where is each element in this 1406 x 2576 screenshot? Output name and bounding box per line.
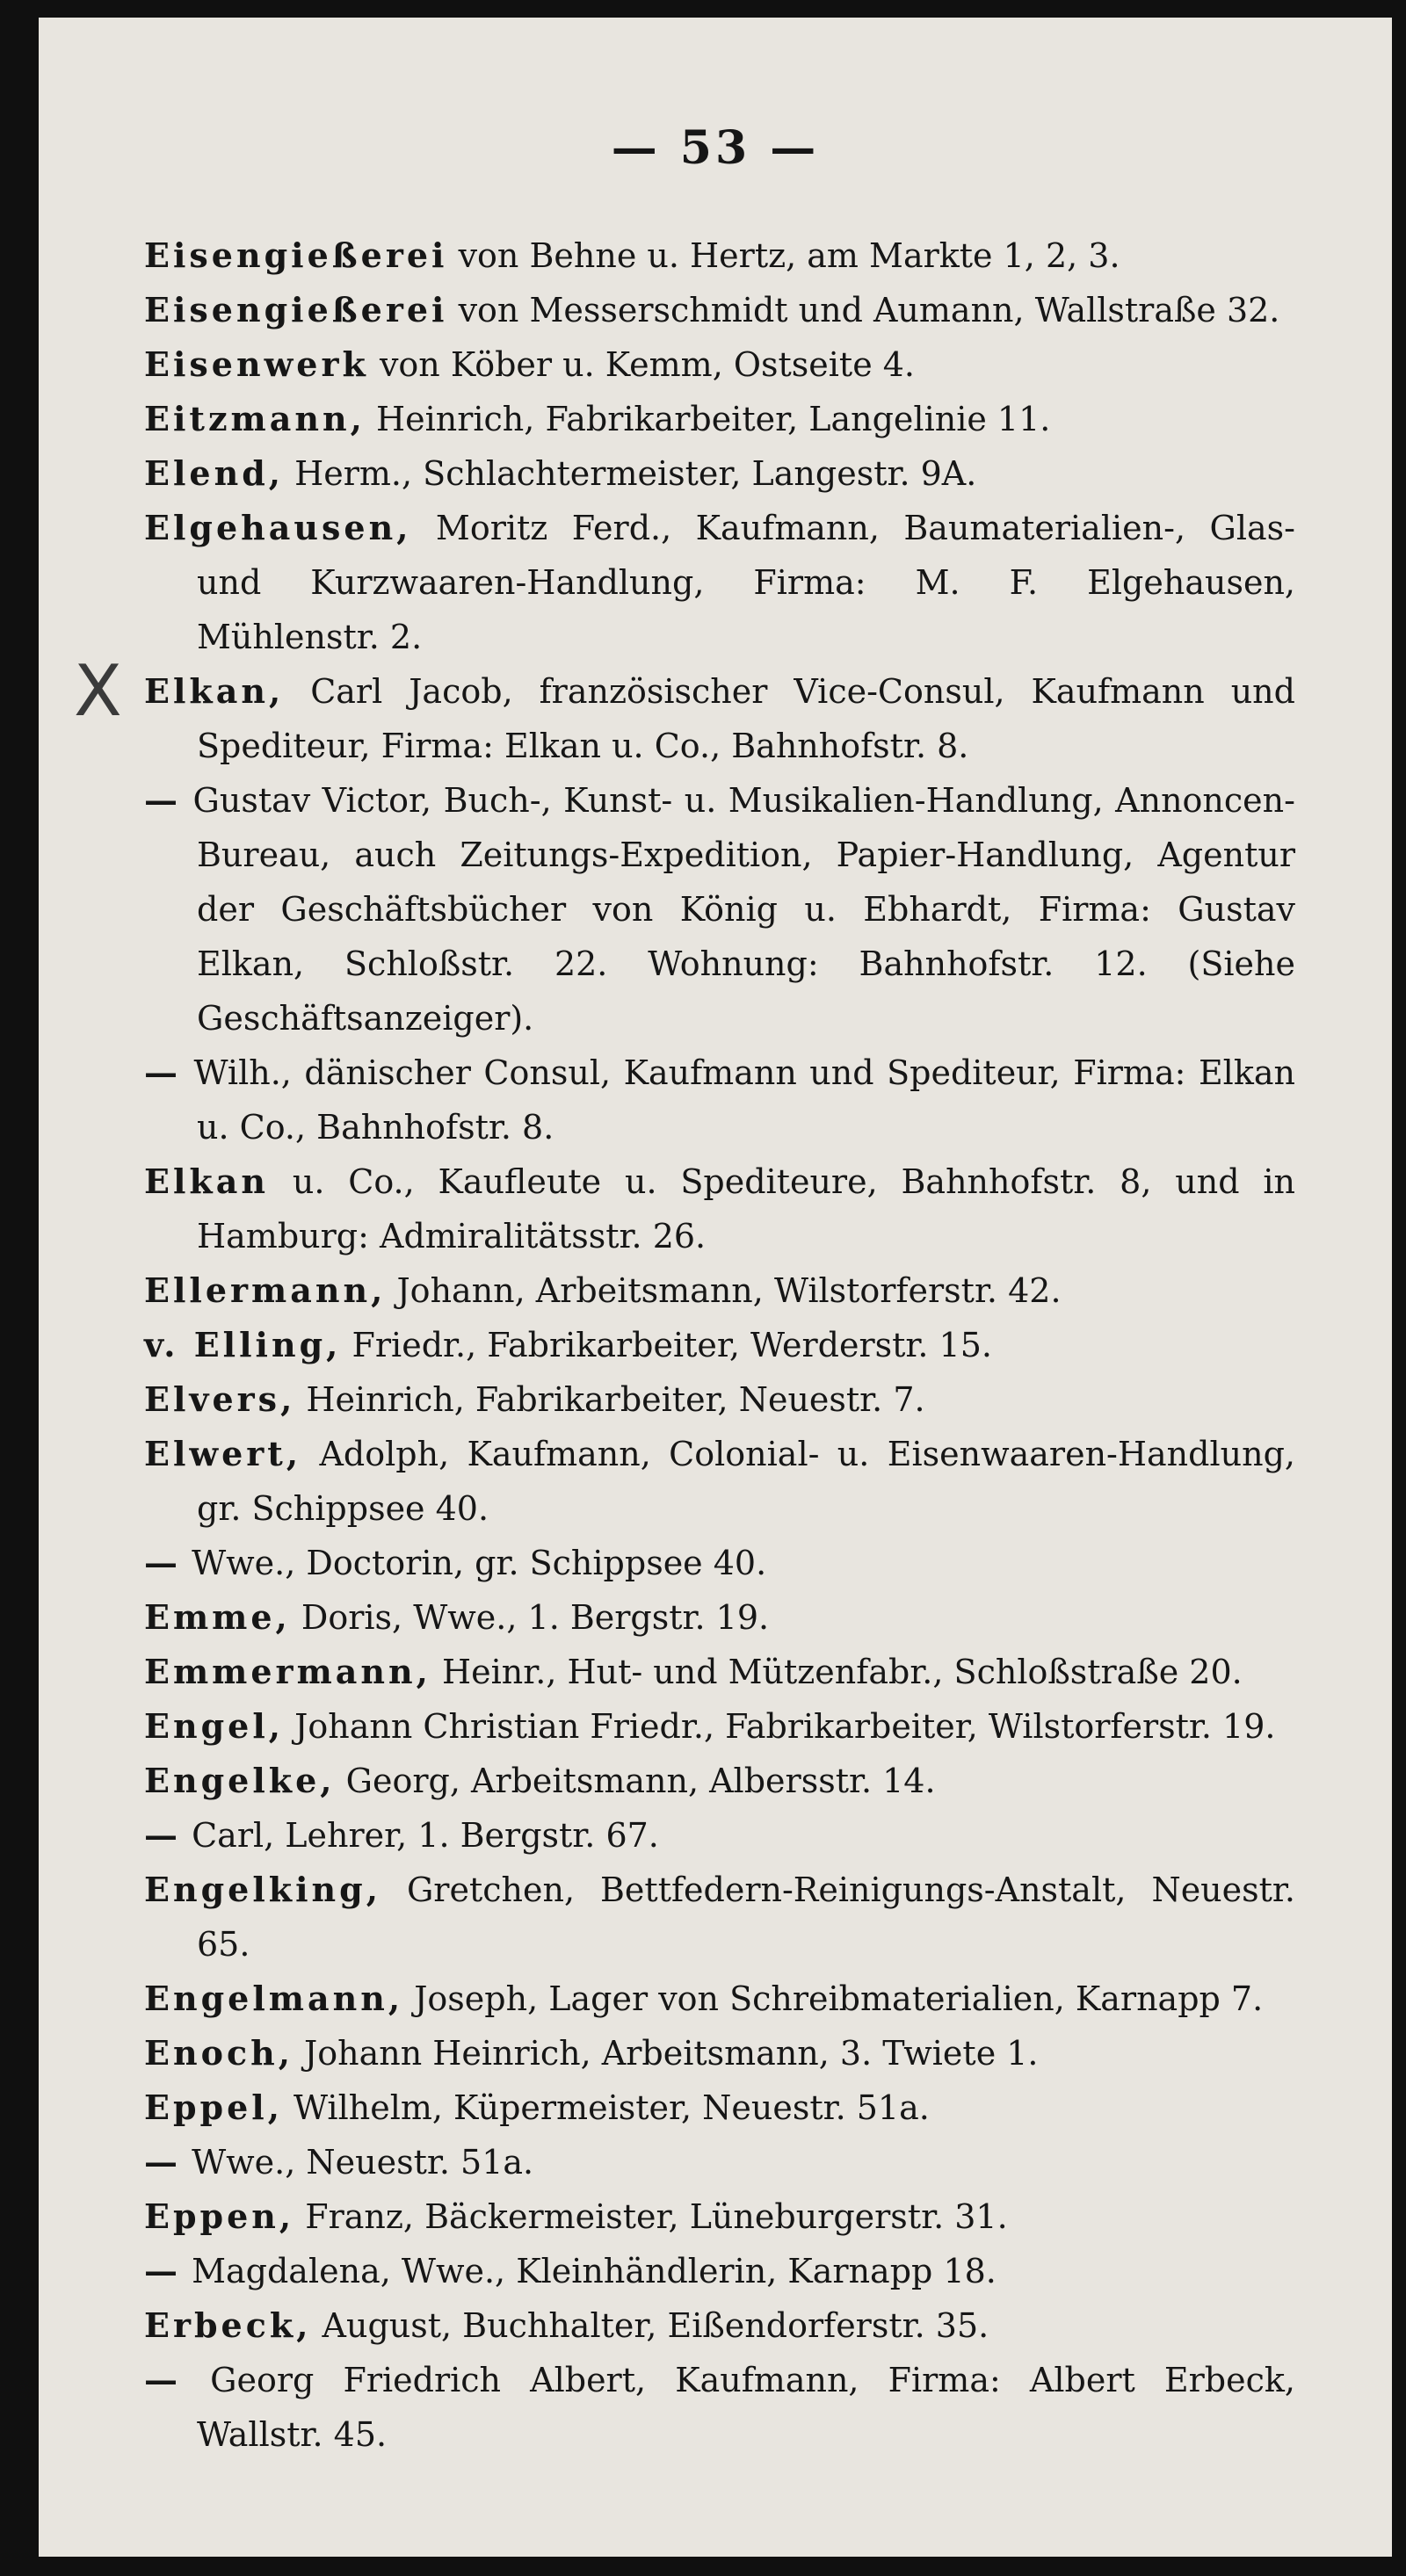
entry-name: Eppel,	[144, 2088, 283, 2127]
directory-entry	[144, 2080, 1295, 2135]
entry-text: Johann Christian Friedr., Fabrikarbeiter, Wilstorferstr. 19.	[294, 1707, 1276, 1746]
entry-name: Elend,	[144, 453, 285, 493]
directory-entry	[144, 1372, 1295, 1427]
entry-text: Heinr., Hut- und Mützenfabr., Schloßstraße 20.	[442, 1653, 1243, 1691]
directory-entry	[144, 1154, 1295, 1263]
entry-name: Eisenwerk	[144, 344, 369, 384]
entry-name: Engelking,	[144, 1870, 381, 1909]
directory-entry	[144, 2026, 1295, 2080]
entry-text: von Messerschmidt und Aumann, Wallstraße 32.	[458, 291, 1280, 329]
directory-entry	[144, 2135, 1295, 2189]
directory-entry	[144, 1318, 1295, 1372]
directory-entry	[144, 446, 1295, 501]
directory-entry	[144, 2244, 1295, 2298]
entry-name: Ellermann,	[144, 1270, 387, 1310]
directory-entry	[144, 1645, 1295, 1699]
entry-name: —	[144, 2360, 181, 2399]
directory-entry	[144, 392, 1295, 446]
entry-name: —	[144, 1815, 181, 1855]
entry-text: Wwe., Neuestr. 51a.	[192, 2143, 534, 2182]
entry-name: Elwert,	[144, 1434, 302, 1473]
entry-text: Doris, Wwe., 1. Bergstr. 19.	[301, 1598, 770, 1637]
entry-text: Wilh., dänischer Consul, Kaufmann und Spediteur, Firma: Elkan u. Co., Bahnhofstr. 8.	[193, 1053, 1295, 1147]
entry-text: Gretchen, Bettfedern-Reinigungs-Anstalt, Neuestr. 65.	[197, 1870, 1295, 1964]
directory-entry	[144, 1263, 1295, 1318]
entry-text: Gustav Victor, Buch-, Kunst- u. Musikalien-Handlung, Annoncen-Bureau, auch Zeitungs-Expedition, Papier-Handlung, Agentur der Geschäftsbücher von König u. Ebhardt, Firma: Gustav Elkan, Schloßstr. 22. Wohnung: Bahnhofstr. 12. (Siehe Geschäftsanzeiger).	[192, 781, 1295, 1038]
entry-name: Eisengießerei	[144, 235, 448, 275]
directory-entry	[144, 2298, 1295, 2353]
directory-entry	[144, 2189, 1295, 2244]
directory-entry	[144, 1863, 1295, 1972]
entry-text: Joseph, Lager von Schreibmaterialien, Karnapp 7.	[414, 1979, 1264, 2018]
entry-text: von Behne u. Hertz, am Markte 1, 2, 3.	[458, 236, 1120, 275]
page-number: — 53 —	[611, 121, 820, 175]
directory-entry	[144, 1427, 1295, 1536]
directory-entry	[144, 2353, 1295, 2462]
entry-text: Magdalena, Wwe., Kleinhändlerin, Karnapp 18.	[192, 2252, 997, 2290]
entry-text: Wilhelm, Küpermeister, Neuestr. 51a.	[294, 2088, 930, 2127]
entry-text: u. Co., Kaufleute u. Spediteure, Bahnhofstr. 8, und in Hamburg: Admiralitätsstr. 26.	[197, 1162, 1295, 1255]
entry-text: August, Buchhalter, Eißendorferstr. 35.	[322, 2306, 989, 2345]
entry-text: von Köber u. Kemm, Ostseite 4.	[379, 345, 916, 384]
entry-name: Erbeck,	[144, 2305, 312, 2345]
margin-pencil-mark: X	[74, 650, 122, 732]
entry-name: Elvers,	[144, 1379, 296, 1419]
entry-text: Johann Heinrich, Arbeitsmann, 3. Twiete 1.	[304, 2034, 1039, 2073]
entry-text: Heinrich, Fabrikarbeiter, Neuestr. 7.	[306, 1380, 925, 1419]
directory-entry	[144, 501, 1295, 664]
entry-text: Franz, Bäckermeister, Lüneburgerstr. 31.	[305, 2197, 1008, 2236]
entry-text: Friedr., Fabrikarbeiter, Werderstr. 15.	[352, 1326, 992, 1364]
entry-name: —	[144, 1543, 181, 1582]
entry-name: —	[144, 780, 181, 820]
entry-name: —	[144, 1053, 181, 1092]
directory-entry	[144, 1536, 1295, 1590]
directory-entry	[144, 283, 1295, 337]
directory-entry	[144, 664, 1295, 773]
entry-name: Emmermann,	[144, 1652, 431, 1691]
entry-name: Eisengießerei	[144, 290, 448, 329]
directory-entry	[144, 337, 1295, 392]
entry-name: Enoch,	[144, 2033, 294, 2073]
directory-entry	[144, 1754, 1295, 1808]
entry-name: v. Elling,	[144, 1325, 342, 1364]
directory-entry	[144, 1972, 1295, 2026]
entry-text: Georg Friedrich Albert, Kaufmann, Firma: Albert Erbeck, Wallstr. 45.	[197, 2361, 1295, 2454]
entry-name: Eitzmann,	[144, 399, 366, 438]
entry-name: —	[144, 2251, 181, 2290]
entry-text: Heinrich, Fabrikarbeiter, Langelinie 11.	[375, 400, 1051, 438]
entry-name: Elgehausen,	[144, 508, 412, 547]
entry-name: Engelmann,	[144, 1979, 404, 2018]
entry-name: Elkan	[144, 1161, 269, 1201]
directory-entry	[144, 773, 1295, 1046]
entry-text: Adolph, Kaufmann, Colonial- u. Eisenwaaren-Handlung, gr. Schippsee 40.	[197, 1435, 1295, 1528]
entry-name: Emme,	[144, 1597, 291, 1637]
entry-text: Carl, Lehrer, 1. Bergstr. 67.	[192, 1816, 659, 1855]
directory-entry	[144, 1808, 1295, 1863]
entry-name: Eppen,	[144, 2196, 295, 2236]
entry-text: Moritz Ferd., Kaufmann, Baumaterialien-, Glas- und Kurzwaaren-Handlung, Firma: M. F. Elgehausen, Mühlenstr. 2.	[197, 509, 1295, 656]
directory-entry	[144, 1590, 1295, 1645]
directory-entry	[144, 1699, 1295, 1754]
entry-text: Carl Jacob, französischer Vice-Consul, Kaufmann und Spediteur, Firma: Elkan u. Co., Bahnhofstr. 8.	[197, 672, 1295, 765]
directory-entries	[144, 228, 1295, 2462]
entry-text: Johann, Arbeitsmann, Wilstorferstr. 42.	[396, 1271, 1062, 1310]
entry-name: Elkan,	[144, 671, 285, 711]
entry-name: —	[144, 2142, 181, 2182]
entry-text: Herm., Schlachtermeister, Langestr. 9A.	[294, 454, 977, 493]
entry-name: Engel,	[144, 1706, 285, 1746]
book-page	[39, 18, 1392, 2557]
entry-text: Wwe., Doctorin, gr. Schippsee 40.	[192, 1544, 767, 1582]
entry-name: Engelke,	[144, 1761, 336, 1800]
directory-entry	[144, 228, 1295, 283]
directory-entry	[144, 1046, 1295, 1154]
entry-text: Georg, Arbeitsmann, Albersstr. 14.	[345, 1762, 936, 1800]
